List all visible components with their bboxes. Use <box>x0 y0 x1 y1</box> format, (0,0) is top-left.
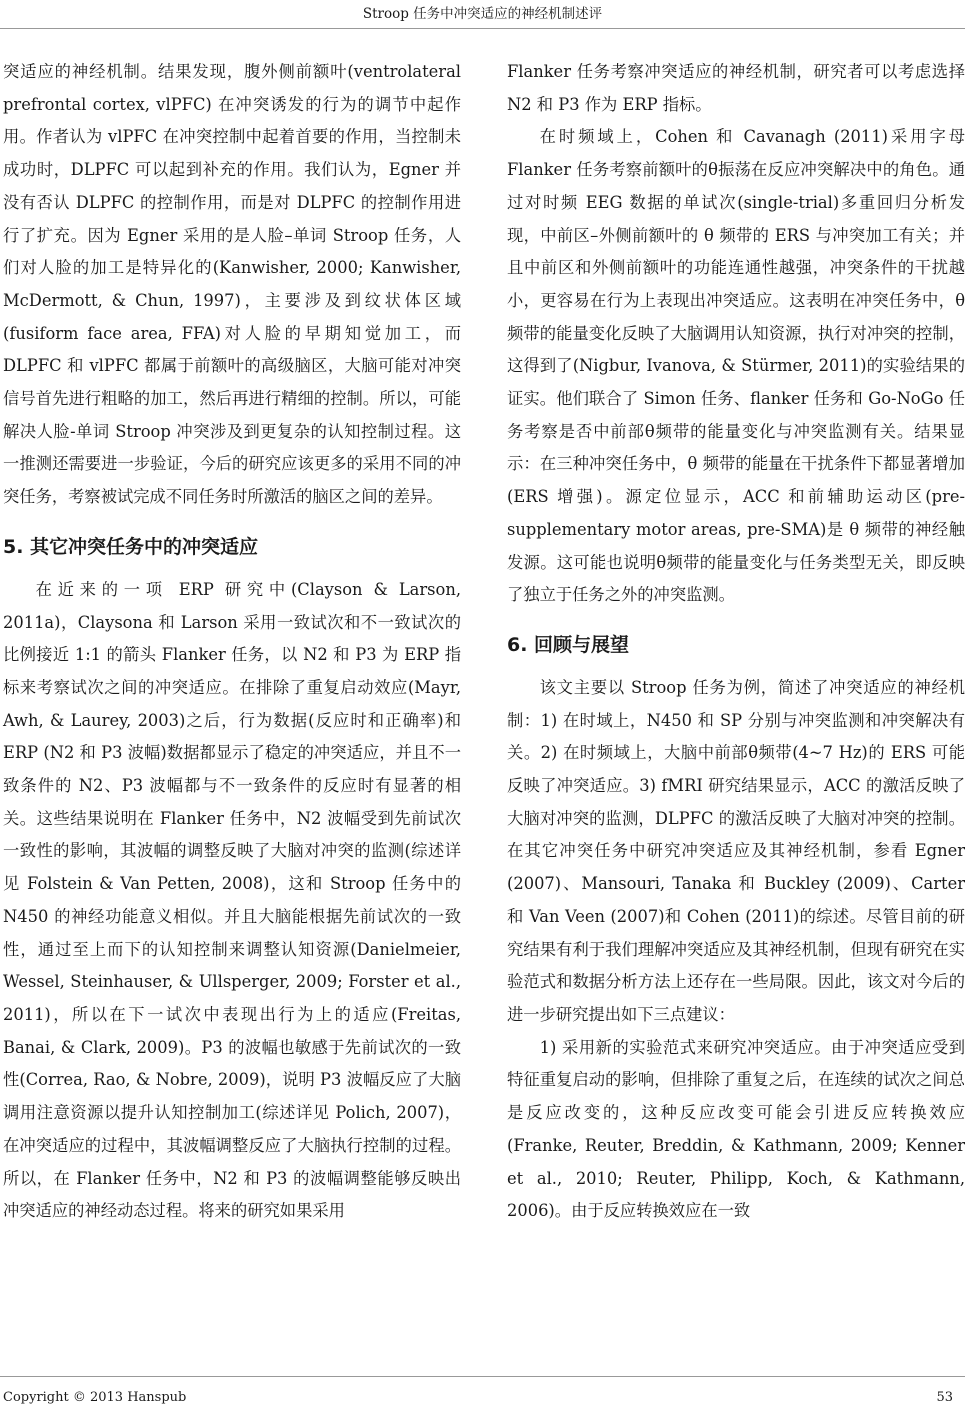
section-5-heading: 5. 其它冲突任务中的冲突适应 <box>3 535 259 558</box>
right-column <box>507 56 965 1228</box>
header-divider <box>0 28 965 29</box>
left-paragraph-2: 在近来的一项 ERP 研究中(Clayson & Larson, 2011a)，Claysona 和 Larson 采用一致试次和不一致试次的比例接近 1:1 的箭头 Flanker 任务，以 N2 和 P3 为 ERP 指标来考察试次之间的冲突适应。在排除了重复启动效应(Mayr, Awh, & Laurey, 2003)之后，行为数据(反应时和正确率)和 ERP (N2 和 P3 波幅)数据都显示了稳定的冲突适应，并且不一致条件的 N2、P3 波幅都与不一致条件的反应时有显著的相关。这些结果说明在 Flanker 任务中，N2 波幅受到先前试次一致性的影响，其波幅的调整反映了大脑对冲突的监测(综述详见 Folstein & Van Petten, 2008)，这和 Stroop 任务中的 N450 的神经功能意义相似。并且大脑能根据先前试次的一致性，通过至上而下的认知控制来调整认知资源(Danielmeier, Wessel, Steinhauser, & Ullsperger, 2009; Forster et al., 2011)，所以在下一试次中表现出行为上的适应(Freitas, Banai, & Clark, 2009)。P3 的波幅也敏感于先前试次的一致性(Correa, Rao, & Nobre, 2009)，说明 P3 波幅反应了大脑调用注意资源以提升认知控制加工(综述详见 Polich, 2007)，在冲突适应的过程中，其波幅调整反应了大脑执行控制的过程。所以，在 Flanker 任务中，N2 和 P3 的波幅调整能够反映出冲突适应的神经动态过程。将来的研究如果采用 <box>3 579 461 1221</box>
footer-copyright: Copyright © 2013 Hanspub <box>3 1390 187 1405</box>
section-6-heading: 6. 回顾与展望 <box>507 633 630 656</box>
left-paragraph-1: 突适应的神经机制。结果发现，腹外侧前额叶(ventrolateral prefrontal cortex, vlPFC) 在冲突诱发的行为的调节中起作用。作者认为 vlPFC 在冲突控制中起着首要的作用，当控制未成功时，DLPFC 可以起到补充的作用。我们认为，Egner 并没有否认 DLPFC 的控制作用，而是对 DLPFC 的控制作用进行了扩充。因为 Egner 采用的是人脸–单词 Stroop 任务，人们对人脸的加工是特异化的(Kanwisher, 2000; Kanwisher, McDermott, & Chun, 1997)，主要涉及到纹状体区域(fusiform face area, FFA)对人脸的早期知觉加工，而 DLPFC 和 vlPFC 都属于前额叶的高级脑区，大脑可能对冲突信号首先进行粗略的加工，然后再进行精细的控制。所以，可能解决人脸-单词 Stroop 冲突涉及到更复杂的认知控制过程。这一推测还需要进一步验证，今后的研究应该更多的采用不同的冲突任务，考察被试完成不同任务时所激活的脑区之间的差异。 <box>3 62 461 507</box>
right-paragraph-4: 1) 采用新的实验范式来研究冲突适应。由于冲突适应受到特征重复启动的影响，但排除了重复之后，在连续的试次之间总是反应改变的，这种反应改变可能会引进反应转换效应(Franke, Reuter, Breddin, & Kathmann, 2009; Kenner et al., 2010; Reuter, Philipp, Koch, & Kathmann, 2006)。由于反应转换效应在一致 <box>507 1037 965 1221</box>
footer-divider <box>0 1376 965 1377</box>
right-paragraph-3: 该文主要以 Stroop 任务为例，简述了冲突适应的神经机制：1) 在时域上，N450 和 SP 分别与冲突监测和冲突解决有关。2) 在时频域上，大脑中前部θ频带(4~7 Hz)的 ERS 可能反映了冲突适应。3) fMRI 研究结果显示，ACC 的激活反映了大脑对冲突的监测，DLPFC 的激活反映了大脑对冲突的控制。在其它冲突任务中研究冲突适应及其神经机制，参看 Egner (2007)、Mansouri, Tanaka 和 Buckley (2009)、Carter 和 Van Veen (2007)和 Cohen (2011)的综述。尽管目前的研究结果有利于我们理解冲突适应及其神经机制，但现有研究在实验范式和数据分析方法上还存在一些局限。因此，该文对今后的进一步研究提出如下三点建议： <box>507 677 965 1024</box>
page-number: 53 <box>936 1390 953 1405</box>
running-header: Stroop 任务中冲突适应的神经机制述评 <box>362 6 603 22</box>
right-paragraph-1: Flanker 任务考察冲突适应的神经机制，研究者可以考虑选择 N2 和 P3 作为 ERP 指标。 <box>507 62 965 114</box>
left-column <box>3 56 461 1228</box>
right-paragraph-2: 在时频域上，Cohen 和 Cavanagh (2011)采用字母 Flanker 任务考察前额叶的θ振荡在反应冲突解决中的角色。通过对时频 EEG 数据的单试次(single-trial)多重回归分析发现，中前区–外侧前额叶的 θ 频带的 ERS 与冲突加工有关；并且中前区和外侧前额叶的功能连通性越强，冲突条件的干扰越小，更容易在行为上表现出冲突适应。这表明在冲突任务中，θ 频带的能量变化反映了大脑调用认知资源，执行对冲突的控制，这得到了(Nigbur, Ivanova, & Stürmer, 2011)的实验结果的证实。他们联合了 Simon 任务、flanker 任务和 Go-NoGo 任务考察是否中前部θ频带的能量变化与冲突监测有关。结果显示：在三种冲突任务中，θ 频带的能量在干扰条件下都显著增加(ERS 增强)。源定位显示，ACC 和前辅助运动区(pre-supplementary motor areas, pre-SMA)是 θ 频带的神经触发源。这可能也说明θ频带的能量变化与任务类型无关，即反映了独立于任务之外的冲突监测。 <box>507 127 965 605</box>
